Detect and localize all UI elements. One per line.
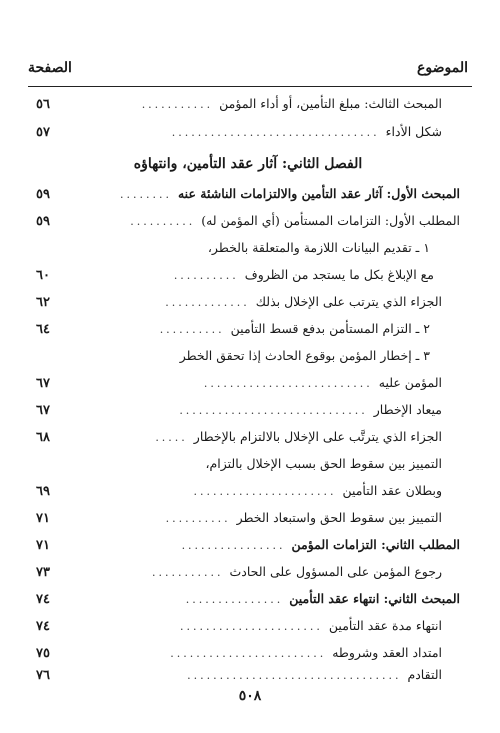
entry-leader: ............................. bbox=[179, 404, 368, 417]
entry-page: ٦٧ bbox=[36, 376, 50, 391]
toc-entry bbox=[36, 318, 430, 340]
entry-leader: .......... bbox=[130, 215, 196, 228]
entry-page: ٦٠ bbox=[36, 268, 50, 283]
chapter-heading bbox=[36, 153, 460, 175]
entry-title: ١ ـ تقديم البيانات اللازمة والمتعلقة بالخطر، bbox=[207, 240, 430, 255]
toc-entry bbox=[36, 210, 460, 232]
entry-title: التمييز بين سقوط الحق واستبعاد الخطر bbox=[236, 510, 442, 525]
subject-column-label: الموضوع bbox=[417, 60, 468, 76]
entry-title: انتهاء مدة عقد التأمين bbox=[328, 618, 442, 633]
entry-page: ٦٨ bbox=[36, 430, 50, 445]
toc-entry bbox=[36, 399, 442, 421]
toc-entry bbox=[36, 121, 442, 143]
toc-entry bbox=[36, 534, 460, 556]
toc-entry bbox=[36, 264, 434, 286]
entry-page: ٧٣ bbox=[36, 565, 50, 580]
entry-page: ٥٧ bbox=[36, 125, 50, 140]
entry-page: ٧٤ bbox=[36, 592, 50, 607]
entry-page: ٥٩ bbox=[36, 187, 50, 202]
toc-entry bbox=[36, 561, 442, 583]
toc-entry bbox=[36, 615, 442, 637]
entry-leader: ................................. bbox=[187, 669, 402, 682]
entry-title: المبحث الأول: آثار عقد التأمين والالتزامات الناشئة عنه bbox=[177, 186, 460, 201]
toc-entry bbox=[36, 291, 442, 313]
entry-title: المطلب الثاني: التزامات المؤمن bbox=[291, 537, 460, 552]
page-number: ٥٠٨ bbox=[238, 688, 262, 704]
entry-leader: .......... bbox=[165, 512, 231, 525]
toc-entry bbox=[36, 93, 442, 115]
toc-entry bbox=[36, 507, 442, 529]
entry-title: امتداد العقد وشروطه bbox=[332, 645, 442, 660]
entry-leader: .......... bbox=[173, 269, 239, 282]
entry-title: وبطلان عقد التأمين bbox=[342, 483, 442, 498]
entry-leader: ........... bbox=[141, 98, 214, 111]
entry-leader: ........................ bbox=[170, 647, 327, 660]
entry-leader: .......... bbox=[159, 323, 225, 336]
entry-leader: ...................... bbox=[193, 485, 337, 498]
entry-title: المبحث الثالث: مبلغ التأمين، أو أداء المؤمن bbox=[219, 96, 442, 111]
entry-page: ٥٦ bbox=[36, 97, 50, 112]
entry-title: التمييز بين سقوط الحق بسبب الإخلال بالتزام، bbox=[205, 456, 442, 471]
entry-page: ٧٦ bbox=[36, 668, 50, 683]
entry-title: التقادم bbox=[407, 667, 442, 682]
entry-leader: ........... bbox=[152, 566, 224, 579]
entry-title: المبحث الثاني: انتهاء عقد التأمين bbox=[289, 591, 460, 606]
entry-title: شكل الأداء bbox=[385, 124, 442, 139]
entry-page: ٧١ bbox=[36, 538, 50, 553]
toc-entry bbox=[36, 426, 442, 448]
entry-title: المطلب الأول: التزامات المستأمن (أي المؤمن له) bbox=[201, 213, 460, 228]
entry-page: ٧٥ bbox=[36, 646, 50, 661]
toc-entry bbox=[36, 588, 460, 610]
toc-entry bbox=[36, 345, 430, 367]
entry-leader: ........ bbox=[120, 188, 172, 201]
entry-leader: ............. bbox=[165, 296, 250, 309]
entry-title: ٣ ـ إخطار المؤمن بوقوع الحادث إذا تحقق الخطر bbox=[179, 348, 430, 363]
entry-title: مع الإبلاغ بكل ما يستجد من الظروف bbox=[244, 267, 434, 282]
toc-entry bbox=[36, 183, 460, 205]
entry-title: المؤمن عليه bbox=[378, 375, 442, 390]
entry-title: ٢ ـ التزام المستأمن بدفع قسط التأمين bbox=[230, 321, 430, 336]
entry-title: رجوع المؤمن على المسؤول على الحادث bbox=[229, 564, 442, 579]
entry-leader: ..... bbox=[155, 431, 188, 444]
entry-page: ٧١ bbox=[36, 511, 50, 526]
entry-page: ٥٩ bbox=[36, 214, 50, 229]
entry-page: ٦٩ bbox=[36, 484, 50, 499]
toc-entry bbox=[36, 480, 442, 502]
toc-entry bbox=[36, 372, 442, 394]
entry-title: الجزاء الذي يترتَّب على الإخلال بالالتزام بالإخطار bbox=[193, 429, 442, 444]
toc-entry bbox=[36, 664, 442, 686]
toc-entry bbox=[36, 642, 442, 664]
toc-entry bbox=[36, 237, 430, 259]
page-column-label: الصفحة bbox=[28, 60, 72, 76]
entry-leader: ................ bbox=[181, 539, 286, 552]
entry-title: ميعاد الإخطار bbox=[373, 402, 442, 417]
entry-page: ٦٧ bbox=[36, 403, 50, 418]
entry-leader: ...................... bbox=[179, 620, 323, 633]
toc-entry bbox=[36, 453, 442, 475]
entry-leader: ................................ bbox=[171, 126, 380, 139]
entry-page: ٦٢ bbox=[36, 295, 50, 310]
entry-leader: ............... bbox=[185, 593, 284, 606]
entry-page: ٦٤ bbox=[36, 322, 50, 337]
entry-page: ٧٤ bbox=[36, 619, 50, 634]
entry-leader: .......................... bbox=[203, 377, 373, 390]
entry-title: الجزاء الذي يترتب على الإخلال بذلك bbox=[255, 294, 442, 309]
chapter-title: الفصل الثاني: آثار عقد التأمين، وانتهاؤه bbox=[133, 156, 363, 172]
